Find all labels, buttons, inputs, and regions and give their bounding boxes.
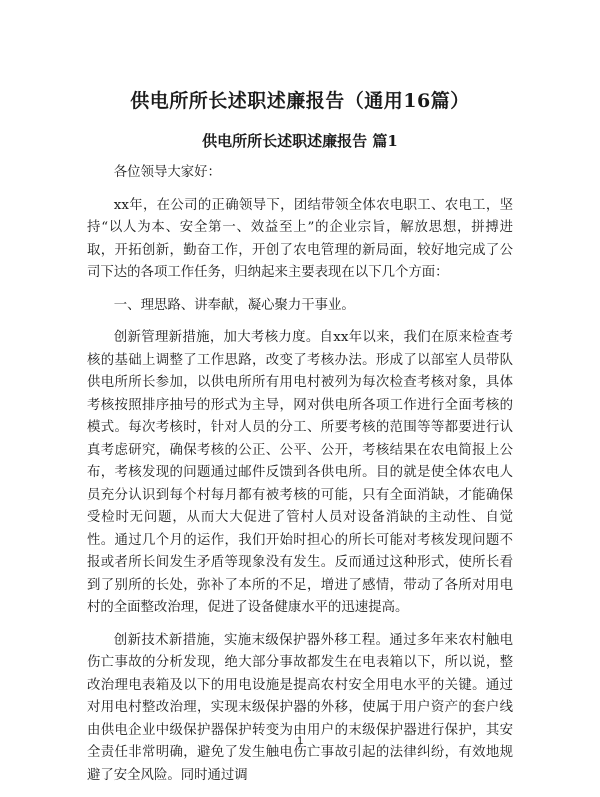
- page-number: 1: [296, 735, 304, 747]
- management-paragraph: 创新管理新措施，加大考核力度。自xx年以来，我们在原来检查考核的基础上调整了工作思路，改变了考核办法。形成了以部室人员带队供电所所长参加，以供电所所有用电村被列为每次检查考核对象，具体考核按照排序抽号的形式为主导，网对供电所各项工作进行全面考核的模式。每次考核时，针对人员的分工、所要考核的范围等等都要进行认真考虑研究，确保考核的公正、公平、公开，考核结果在农电简报上公布，考核发现的问题通过邮件反馈到各供电所。目的就是使全体农电人员充分认识到每个村每月都有被考核的可能，只有全面消缺，才能确保受检时无问题，从而大大促进了管村人员对设备消缺的主动性、自觉性。通过几个月的运作，我们开始时担心的所长可能对考核发现问题不报或者所长间发生矛盾等现象没有发生。反而通过这种形式，使所长看到了别所的长处，弥补了本所的不足，增进了感情，带动了各所对用电村的全面整改治理，促进了设备健康水平的迅速提高。: [87, 330, 513, 615]
- document-body: [87, 162, 513, 797]
- salutation-paragraph: 各位领导大家好：: [113, 165, 221, 180]
- section-one-heading: 一、理思路、讲奉献，凝心聚力干事业。: [113, 297, 355, 313]
- document-title: 供电所所长述职述廉报告（通用16篇）: [130, 90, 470, 112]
- intro-paragraph: xx年，在公司的正确领导下，团结带领全体农电职工、农电工，坚持“以人为本、安全第一、效益至上”的企业宗旨，解放思想，拼搏进取，开拓创新，勤奋工作，开创了农电管理的新局面，较好地完成了公司下达的各项工作任务，归纳起来主要表现在以下几个方面：: [87, 197, 513, 280]
- section-heading: 供电所所长述职述廉报告 篇1: [202, 132, 398, 150]
- technology-paragraph: 创新技术新措施，实施末级保护器外移工程。通过多年来农村触电伤亡事故的分析发现，绝大部分事故都发生在电表箱以下，所以说，整改治理电表箱及以下的用电设施是提高农村安全用电水平的关键。通过对用电村整改治理，实现末级保护器的外移，使属于用户资产的套户线由供电企业中级保护器保护转变为由用户的末级保护器进行保护，其安全责任非常明确，避免了发生触电伤亡事故引起的法律纠纷，有效地规避了安全风险。同时通过调: [87, 632, 513, 783]
